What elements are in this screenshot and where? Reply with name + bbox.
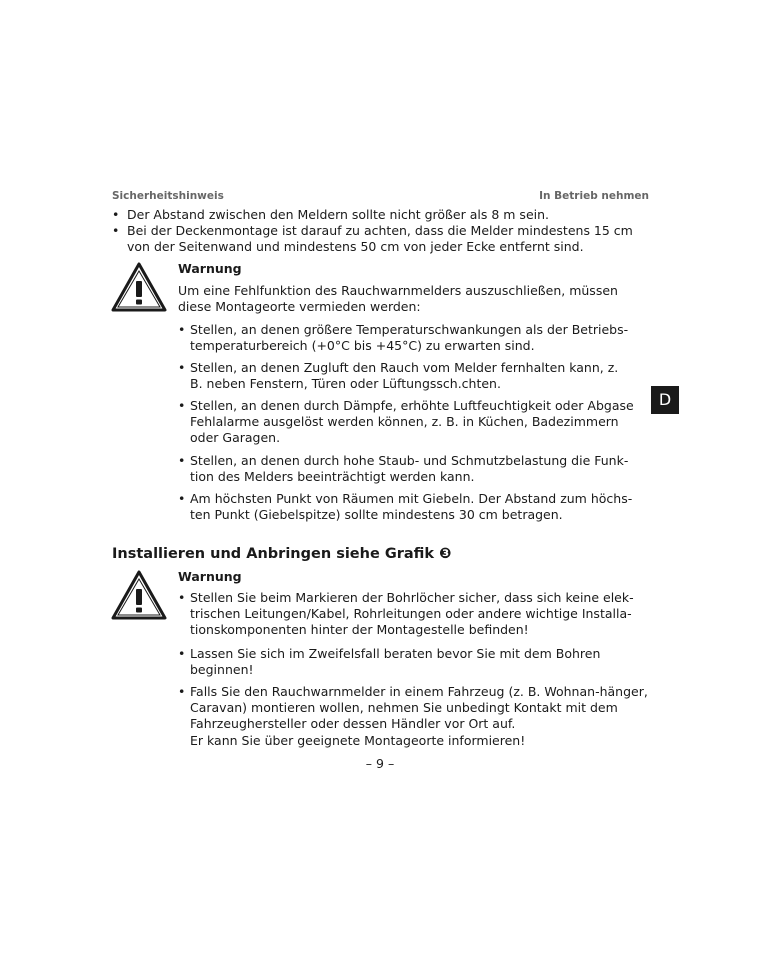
warning-title: Warnung (178, 569, 242, 584)
bullet-dot: • (178, 684, 186, 699)
list-item-text: Stellen, an denen größere Temperaturschwankungen als der Betriebs-temperaturbereich (+0°C bis +45°C) zu erwarten sind. (190, 322, 629, 353)
warning-triangle-icon (111, 570, 167, 620)
list-item-text: Stellen, an denen durch hohe Staub- und Schmutzbelastung die Funk-tion des Melders beeinträchtigt werden kann. (190, 453, 629, 484)
header-section-right: In Betrieb nehmen (539, 190, 649, 202)
intro-bullet-text: Der Abstand zwischen den Meldern sollte nicht größer als 8 m sein. (127, 207, 550, 222)
bullet-dot: • (178, 590, 186, 605)
warning-triangle-icon (111, 262, 167, 312)
bullet-dot: • (178, 453, 186, 468)
bullet-dot: • (178, 491, 186, 506)
page-number: – 9 – (365, 756, 395, 771)
bullet-dot: • (178, 322, 186, 337)
section-title: Installieren und Anbringen siehe Grafik ❸ (112, 546, 452, 562)
language-tab: D (651, 386, 679, 414)
bullet-dot: • (112, 223, 120, 238)
list-item-text: Stellen Sie beim Markieren der Bohrlöcher sicher, dass sich keine elek-trischen Leitungen/Kabel, Rohrleitungen oder andere wichtige Installa-tionskomponenten hinter der Montagestelle befinden! (190, 590, 634, 637)
header-section-left: Sicherheitshinweis (112, 190, 224, 202)
bullet-dot: • (178, 646, 186, 661)
list-item-text: Lassen Sie sich im Zweifelsfall beraten bevor Sie mit dem Bohren beginnen! (190, 646, 601, 677)
warning-closing: Er kann Sie über geeignete Montageorte informieren! (190, 733, 526, 748)
bullet-dot: • (112, 207, 120, 222)
list-item-text: Stellen, an denen Zugluft den Rauch vom Melder fernhalten kann, z. B. neben Fenstern, Türen oder Lüftungssch.chten. (190, 360, 619, 391)
intro-bullet-text: Bei der Deckenmontage ist darauf zu achten, dass die Melder mindestens 15 cm von der Seitenwand und mindestens 50 cm von jeder Ecke entfernt sind. (127, 223, 633, 254)
bullet-dot: • (178, 398, 186, 413)
list-item-text: Stellen, an denen durch Dämpfe, erhöhte Luftfeuchtigkeit oder Abgase Fehlalarme ausgelöst werden können, z. B. in Küchen, Badezimmern oder Garagen. (190, 398, 634, 445)
warning-title: Warnung (178, 261, 242, 276)
list-item-text: Falls Sie den Rauchwarnmelder in einem Fahrzeug (z. B. Wohnan-hänger, Caravan) montieren wollen, nehmen Sie unbedingt Kontakt mit dem Fahrzeughersteller oder dessen Händler vor Ort auf. (190, 684, 648, 731)
bullet-dot: • (178, 360, 186, 375)
warning-intro: Um eine Fehlfunktion des Rauchwarnmelders auszuschließen, müssen diese Montageorte vermieden werden: (178, 283, 618, 314)
list-item-text: Am höchsten Punkt von Räumen mit Giebeln. Der Abstand zum höchs-ten Punkt (Giebelspitze) sollte mindestens 30 cm betragen. (190, 491, 633, 522)
